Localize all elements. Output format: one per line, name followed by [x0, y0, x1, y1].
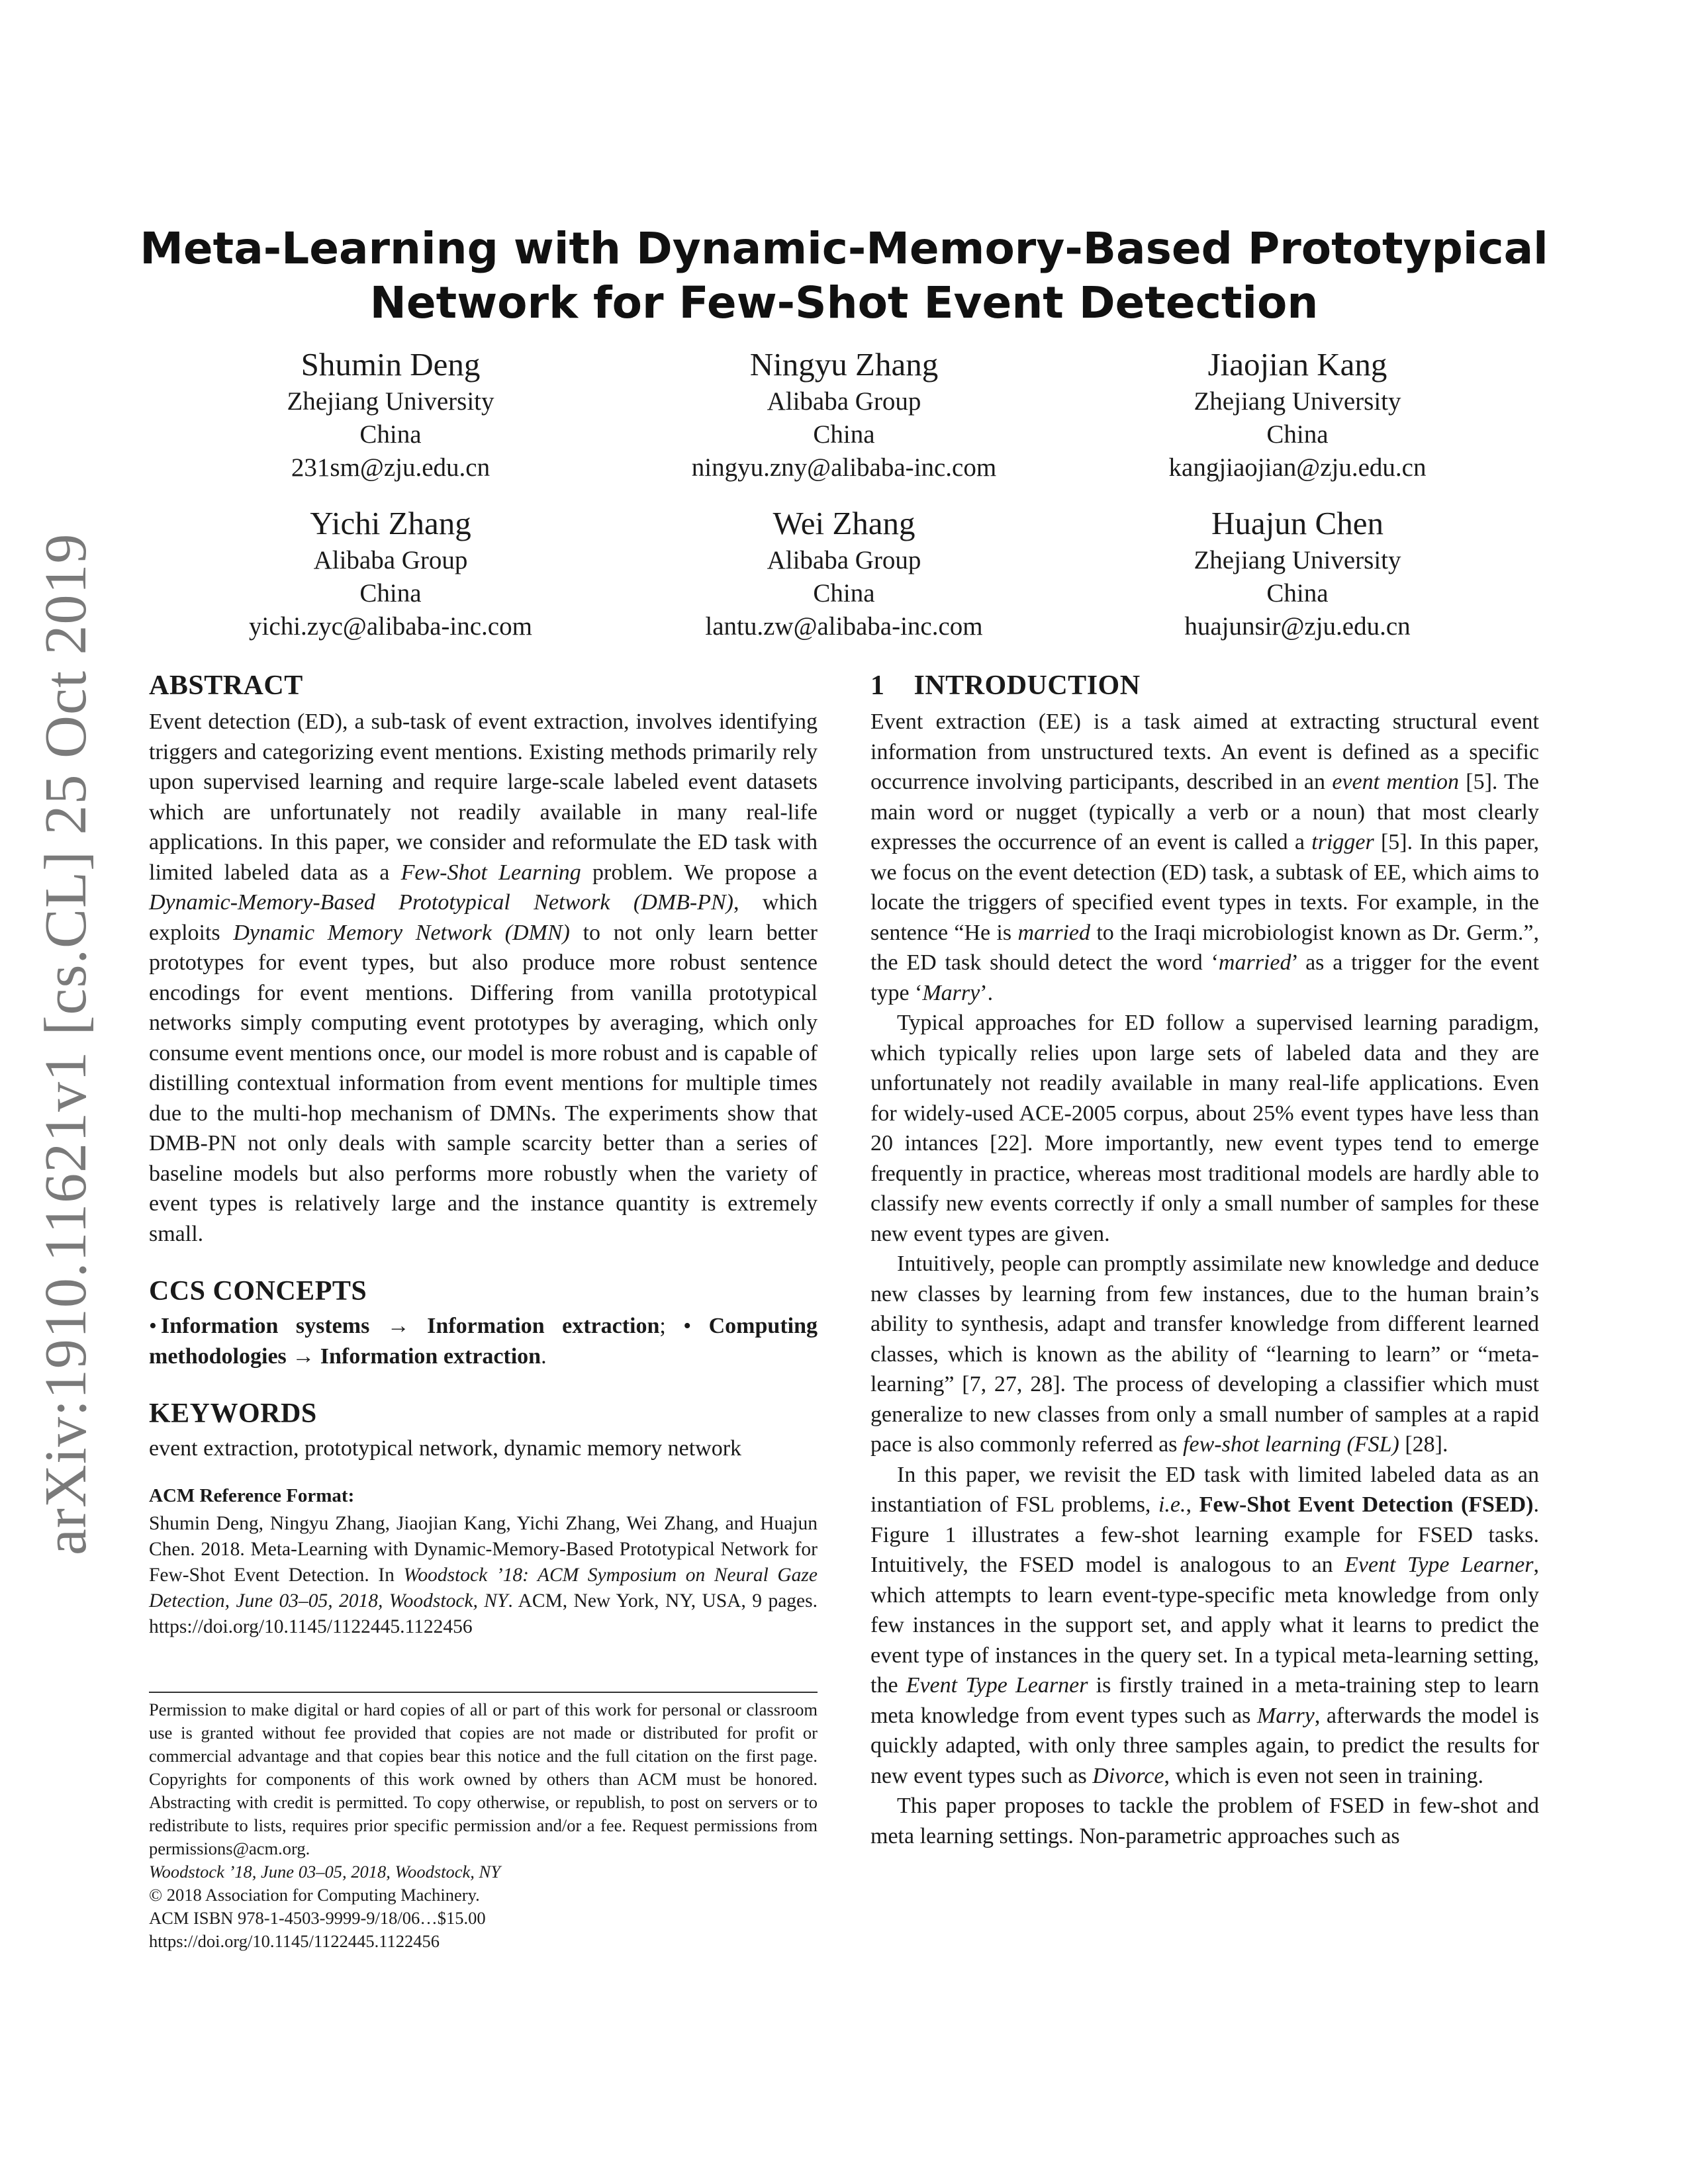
author-name: Yichi Zhang	[310, 505, 471, 541]
intro-paragraph: In this paper, we revisit the ED task with limited labeled data as an instantiation of FSL problems, i.e., Few-Shot Event Detection (FSED). Figure 1 illustrates a few-shot learning example for FSED tasks. Intuitively, the FSED model is analogous to an Event Type Learner, which attempts to learn event-type-specific meta knowledge from only few instances in the support set, and apply what it learns to predict the event type of instances in the query set. In a typical meta-learning setting, the Event Type Learner is firstly trained in a meta-training step to learn meta knowledge from event types such as Marry, afterwards the model is quickly adapted, with only three samples again, to predict the results for new event types such as Divorce, which is even not seen in training.	[870, 1462, 1540, 1788]
author-name: Huajun Chen	[1211, 505, 1383, 541]
title-line-2: Network for Few-Shot Event Detection	[369, 277, 1319, 328]
author-email: ningyu.zny@alibaba-inc.com	[691, 453, 997, 482]
author-name: Jiaojian Kang	[1207, 346, 1387, 383]
author-block	[1066, 344, 1529, 484]
author-block	[612, 344, 1076, 484]
right-column	[870, 667, 1539, 1851]
acm-reference-heading: ACM Reference Format:	[149, 1484, 355, 1506]
author-name: Shumin Deng	[301, 346, 481, 383]
permission-text: Permission to make digital or hard copies of all or part of this work for personal or classroom use is granted without fee provided that copies are not made or distributed for profit or commercial advantage and that copies bear this notice and the full citation on the first page. Copyrights for components of this work owned by others than ACM must be honored. Abstracting with credit is permitted. To copy otherwise, or republish, to post on servers or to redistribute to lists, requires prior specific permission and/or a fee. Request permissions from permissions@acm.org.	[149, 1700, 818, 1858]
author-country: China	[813, 420, 875, 449]
author-email: huajunsir@zju.edu.cn	[1184, 612, 1411, 641]
author-country: China	[1266, 420, 1329, 449]
author-email: yichi.zyc@alibaba-inc.com	[249, 612, 532, 641]
author-affiliation: Zhejiang University	[1194, 546, 1401, 574]
acm-reference-text: Shumin Deng, Ningyu Zhang, Jiaojian Kang, Yichi Zhang, Wei Zhang, and Huajun Chen. 2018. Meta-Learning with Dynamic-Memory-Based Prototypical Network for Few-Shot Event Detection. In Woodstock ’18: ACM Symposium on Neural Gaze Detection, June 03–05, 2018, Woodstock, NY. ACM, New York, NY, USA, 9 pages. https://doi.org/10.1145/1122445.1122456	[149, 1513, 818, 1637]
ccs-concepts: • Information systems → Information extraction; • Computing methodologies → Information extraction.	[149, 1314, 818, 1369]
author-affiliation: Alibaba Group	[767, 387, 921, 416]
author-email: 231sm@zju.edu.cn	[291, 453, 491, 482]
author-country: China	[1266, 579, 1329, 608]
author-block	[612, 503, 1076, 643]
author-name: Ningyu Zhang	[749, 346, 939, 383]
abstract-paragraph: Event detection (ED), a sub-task of event extraction, involves identifying triggers and categorizing event mentions. Existing methods primarily rely upon supervised learning and require large-scale labeled event datasets which are unfortunately not readily available in many real-life applications. In this paper, we consider and reformulate the ED task with limited labeled data as a Few-Shot Learning problem. We propose a Dynamic-Memory-Based Prototypical Network (DMB-PN), which exploits Dynamic Memory Network (DMN) to not only learn better prototypes for event types, but also produce more robust sentence encodings for event mentions. Differing from vanilla prototypical networks simply computing event prototypes by averaging, which only consume event mentions once, our model is more robust and is capable of distilling contextual information from event mentions for multiple times due to the multi-hop mechanism of DMNs. The experiments show that DMB-PN not only deals with sample scarcity better than a series of baseline models but also performs more robustly when the variety of event types is relatively large and the instance quantity is extremely small.	[149, 709, 818, 1246]
author-name: Wei Zhang	[773, 505, 915, 541]
abstract-heading: ABSTRACT	[149, 670, 303, 701]
intro-paragraph: This paper proposes to tackle the problem of FSED in few-shot and meta learning settings. Non-parametric approaches such as	[870, 1794, 1539, 1848]
copyright-line: © 2018 Association for Computing Machinery.	[149, 1885, 480, 1905]
keywords-heading: KEYWORDS	[149, 1398, 317, 1429]
author-country: China	[359, 420, 422, 449]
author-country: China	[813, 579, 875, 608]
keywords-text: event extraction, prototypical network, dynamic memory network	[149, 1436, 742, 1461]
introduction-heading: 1 INTRODUCTION	[870, 670, 1141, 701]
author-affiliation: Alibaba Group	[313, 546, 468, 574]
author-email: kangjiaojian@zju.edu.cn	[1168, 453, 1427, 482]
footnote-rule	[149, 1692, 818, 1693]
intro-paragraph: Intuitively, people can promptly assimilate new knowledge and deduce new classes by learning from few instances, due to the human brain’s ability to synthesis, adapt and transfer knowledge from different learned classes, which is known as the ability of “learning to learn” or “meta-learning” [7, 27, 28]. The process of developing a classifier which must generalize to new classes from only a small number of samples at a rapid pace is also commonly referred as few-shot learning (FSL) [28].	[870, 1251, 1539, 1457]
ccs-heading: CCS CONCEPTS	[149, 1276, 367, 1306]
author-email: lantu.zw@alibaba-inc.com	[705, 612, 983, 641]
doi-line: https://doi.org/10.1145/1122445.1122456	[149, 1931, 440, 1951]
arxiv-identifier: arXiv:1910.11621v1 [cs.CL] 25 Oct 2019	[33, 533, 99, 1555]
author-affiliation: Alibaba Group	[767, 546, 921, 574]
isbn-line: ACM ISBN 978-1-4503-9999-9/18/06…$15.00	[149, 1908, 486, 1928]
permission-block	[149, 1698, 818, 1953]
author-block	[1066, 503, 1529, 643]
author-block	[159, 344, 622, 484]
paper-title	[132, 222, 1556, 330]
intro-paragraph: Event extraction (EE) is a task aimed at extracting structural event information from unstructured texts. An event is defined as a specific occurrence involving participants, described in an event mention [5]. The main word or nugget (typically a verb or a noun) that most clearly expresses the occurrence of an event is called a trigger [5]. In this paper, we focus on the event detection (ED) task, a subtask of EE, which aims to locate the triggers of specified event types in texts. For example, in the sentence “He is married to the Iraqi microbiologist known as Dr. Germ.”, the ED task should detect the word ‘married’ as a trigger for the event type ‘Marry’.	[870, 709, 1540, 1005]
author-block	[159, 503, 622, 643]
author-affiliation: Zhejiang University	[287, 387, 494, 416]
left-column	[149, 667, 818, 1640]
author-country: China	[359, 579, 422, 608]
title-line-1: Meta-Learning with Dynamic-Memory-Based Prototypical	[140, 223, 1548, 274]
author-affiliation: Zhejiang University	[1194, 387, 1401, 416]
venue-line: Woodstock ’18, June 03–05, 2018, Woodstock, NY	[149, 1862, 500, 1882]
intro-paragraph: Typical approaches for ED follow a supervised learning paradigm, which typically relies upon large sets of labeled data and they are unfortunately not readily available in many real-life applications. Even for widely-used ACE-2005 corpus, about 25% event types have less than 20 intances [22]. More importantly, new event types tend to emerge frequently in practice, whereas most traditional models are hardly able to classify new events correctly if only a small number of samples for these new event types are given.	[870, 1011, 1539, 1246]
